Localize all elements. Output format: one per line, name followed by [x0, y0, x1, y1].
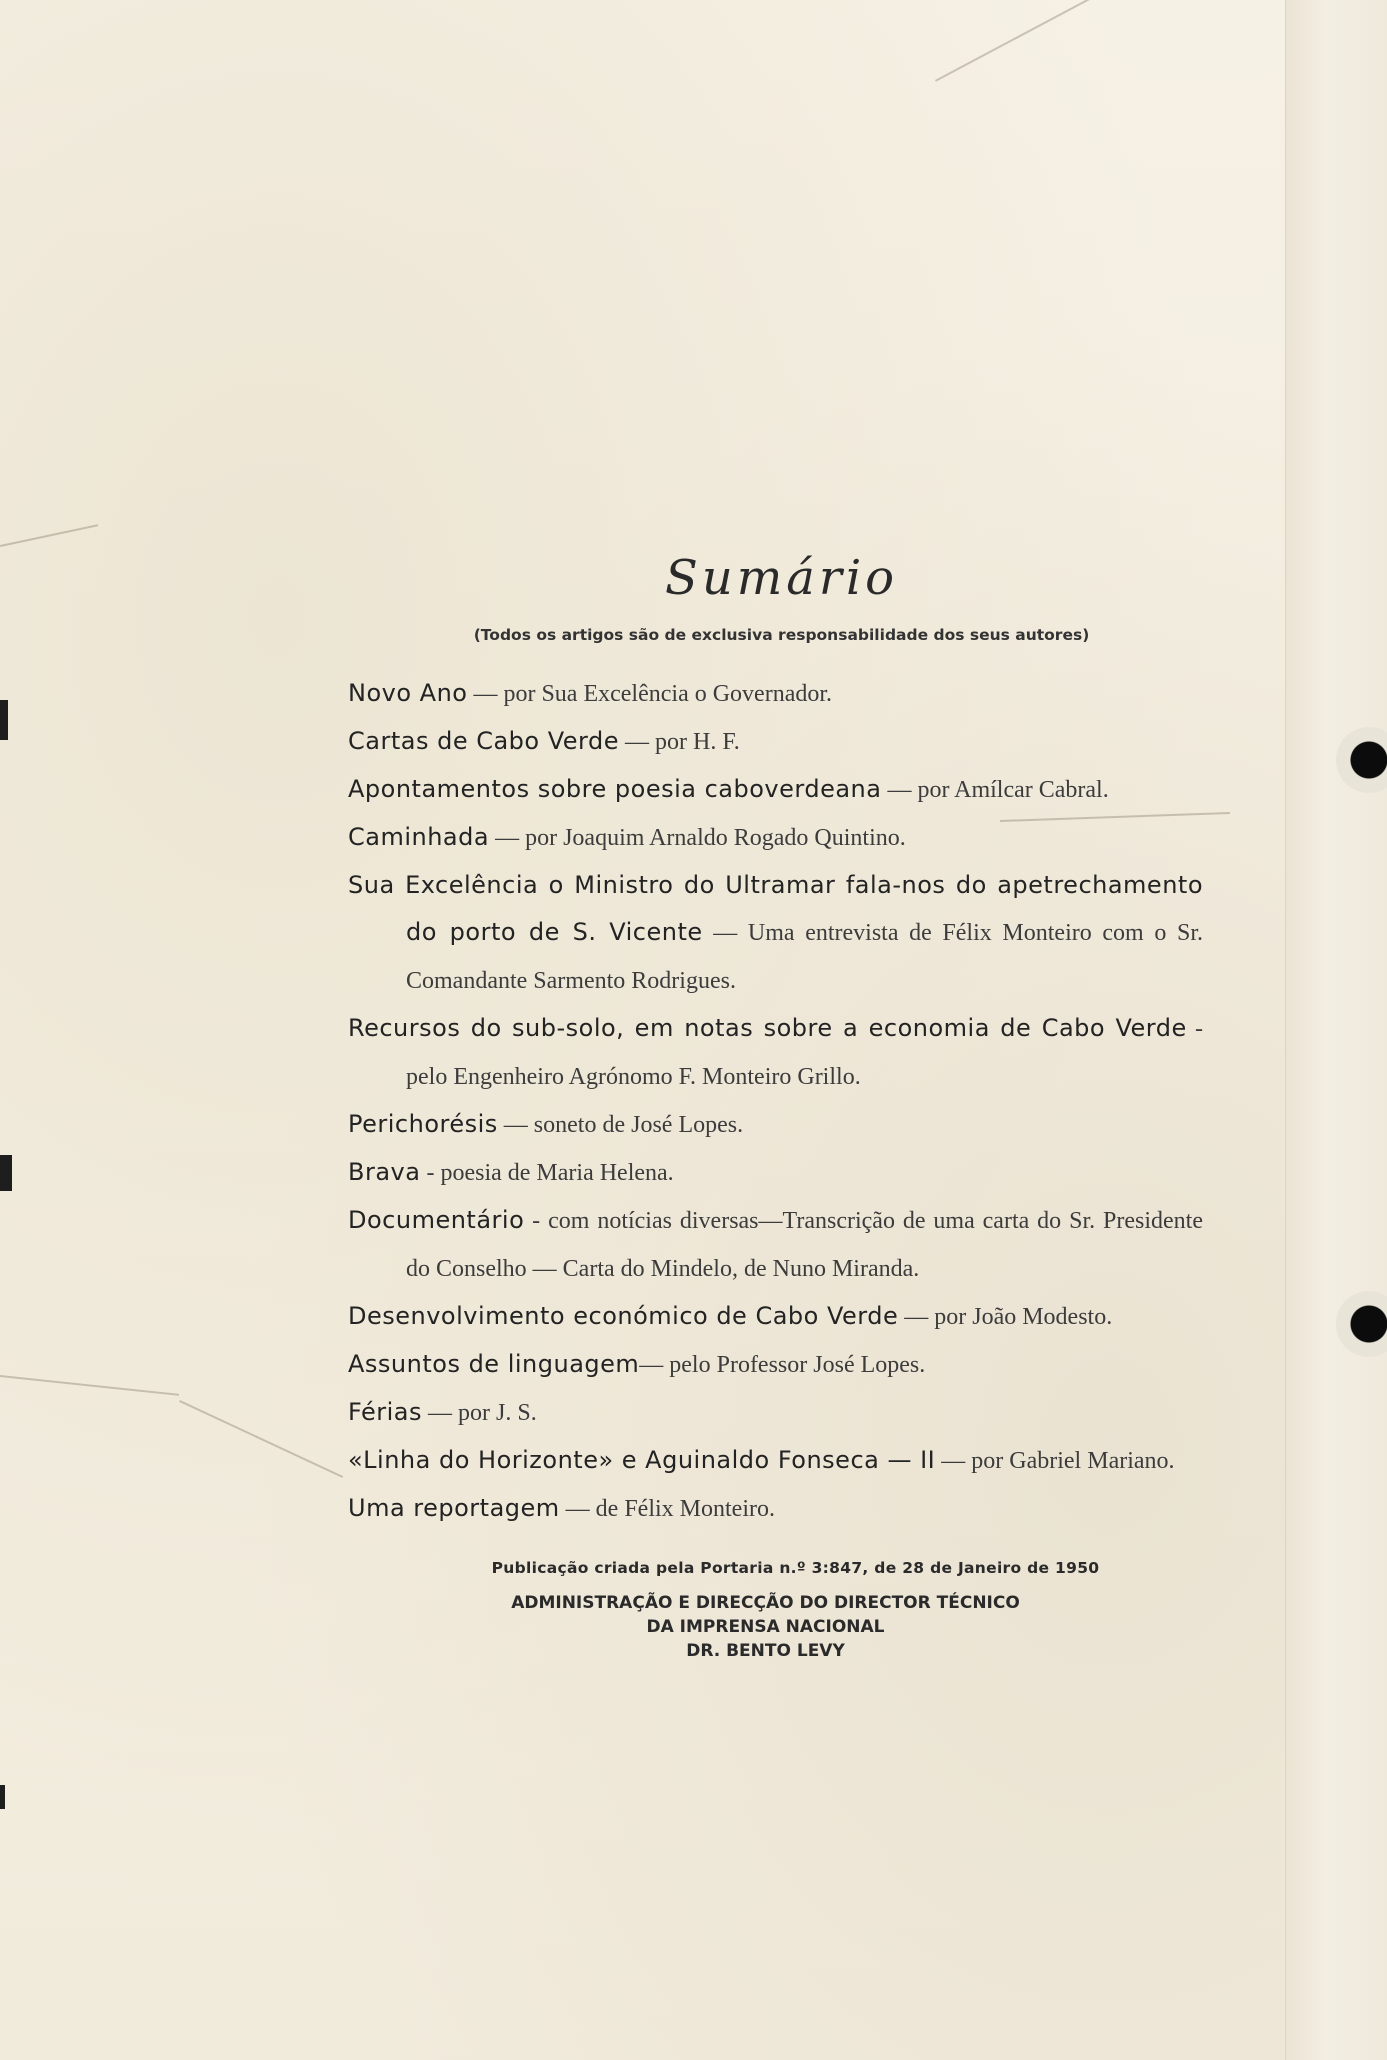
entry-author: - pelo Engenheiro Agrónomo F. Monteiro Grillo. [406, 1016, 1203, 1090]
toc-entry [348, 766, 1203, 814]
toc-entry [348, 1389, 1203, 1437]
toc-entry [348, 1341, 1203, 1389]
page-subtitle: (Todos os artigos são de exclusiva responsabilidade dos seus autores) [473, 626, 1090, 644]
entry-title: Férias [348, 1398, 423, 1426]
toc-entry [348, 1197, 1203, 1293]
toc-entry [348, 1005, 1203, 1101]
entry-author: — por João Modesto. [898, 1304, 1113, 1330]
entry-author: — Uma entrevista de Félix Monteiro com o Sr. Comandante Sarmento Rodrigues. [406, 920, 1203, 994]
toc-entry [348, 1149, 1203, 1197]
entry-author: — de Félix Monteiro. [559, 1496, 775, 1522]
entry-author: — por Gabriel Mariano. [935, 1448, 1175, 1474]
admin-line: DA IMPRENSA NACIONAL [646, 1617, 885, 1637]
entry-author: — pelo Professor José Lopes. [639, 1352, 926, 1378]
entry-author: — por Joaquim Arnaldo Rogado Quintino. [489, 825, 906, 851]
page-edge-strip [1285, 0, 1387, 2060]
page-title: Sumário [664, 550, 899, 606]
toc-entry [348, 1101, 1203, 1149]
entry-title: Desenvolvimento económico de Cabo Verde [348, 1302, 899, 1330]
admin-line: DR. BENTO LEVY [686, 1641, 845, 1661]
entry-title: Apontamentos sobre poesia caboverdeana [348, 775, 882, 803]
edge-mark [0, 1785, 5, 1809]
toc-entry [348, 814, 1203, 862]
entry-title: Documentário [348, 1206, 525, 1234]
entry-title: Cartas de Cabo Verde [348, 727, 619, 755]
toc-entry [348, 718, 1203, 766]
entry-author: — por J. S. [422, 1400, 537, 1426]
entry-author: - com notícias diversas—Transcrição de uma carta do Sr. Presidente do Conselho — Carta do Mindelo, de Nuno Miranda. [406, 1208, 1203, 1282]
edge-mark [0, 1155, 12, 1191]
entry-title: Caminhada [348, 823, 490, 851]
paper-crease [0, 524, 98, 547]
toc-entry [348, 670, 1203, 718]
entry-title: «Linha do Horizonte» e Aguinaldo Fonseca — II [348, 1446, 936, 1474]
entry-author: - poesia de Maria Helena. [420, 1160, 674, 1186]
paper-crease [179, 1400, 343, 1478]
entry-author: — por Sua Excelência o Governador. [467, 681, 833, 707]
toc-entry [348, 862, 1203, 1005]
edge-mark [0, 700, 8, 740]
entry-title: Sua Excelência o Ministro do Ultramar fala-nos do apetrechamento do porto de S. Vicente [348, 871, 1203, 946]
admin-line: ADMINISTRAÇÃO E DIRECÇÃO DO DIRECTOR TÉCNICO [511, 1593, 1020, 1613]
paper-crease [0, 1375, 179, 1396]
table-of-contents [348, 550, 1203, 1663]
entry-title: Perichorésis [348, 1110, 498, 1138]
toc-entry [348, 1293, 1203, 1341]
entry-author: — soneto de José Lopes. [497, 1112, 744, 1138]
entry-title: Assuntos de linguagem [348, 1350, 640, 1378]
entry-title: Recursos do sub-solo, em notas sobre a economia de Cabo Verde [348, 1014, 1187, 1042]
toc-entry [348, 1485, 1203, 1533]
entry-title: Uma reportagem [348, 1494, 560, 1522]
toc-list [348, 670, 1203, 1533]
publication-note: Publicação criada pela Portaria n.º 3:847, de 28 de Janeiro de 1950 [491, 1559, 1100, 1577]
entry-title: Brava [348, 1158, 421, 1186]
toc-entry [348, 1437, 1203, 1485]
entry-author: — por Amílcar Cabral. [881, 777, 1109, 803]
administration-block [328, 1591, 1203, 1663]
entry-author: — por H. F. [619, 729, 740, 755]
entry-title: Novo Ano [348, 679, 468, 707]
publication-footer [348, 1559, 1203, 1663]
paper-crease [935, 0, 1113, 82]
